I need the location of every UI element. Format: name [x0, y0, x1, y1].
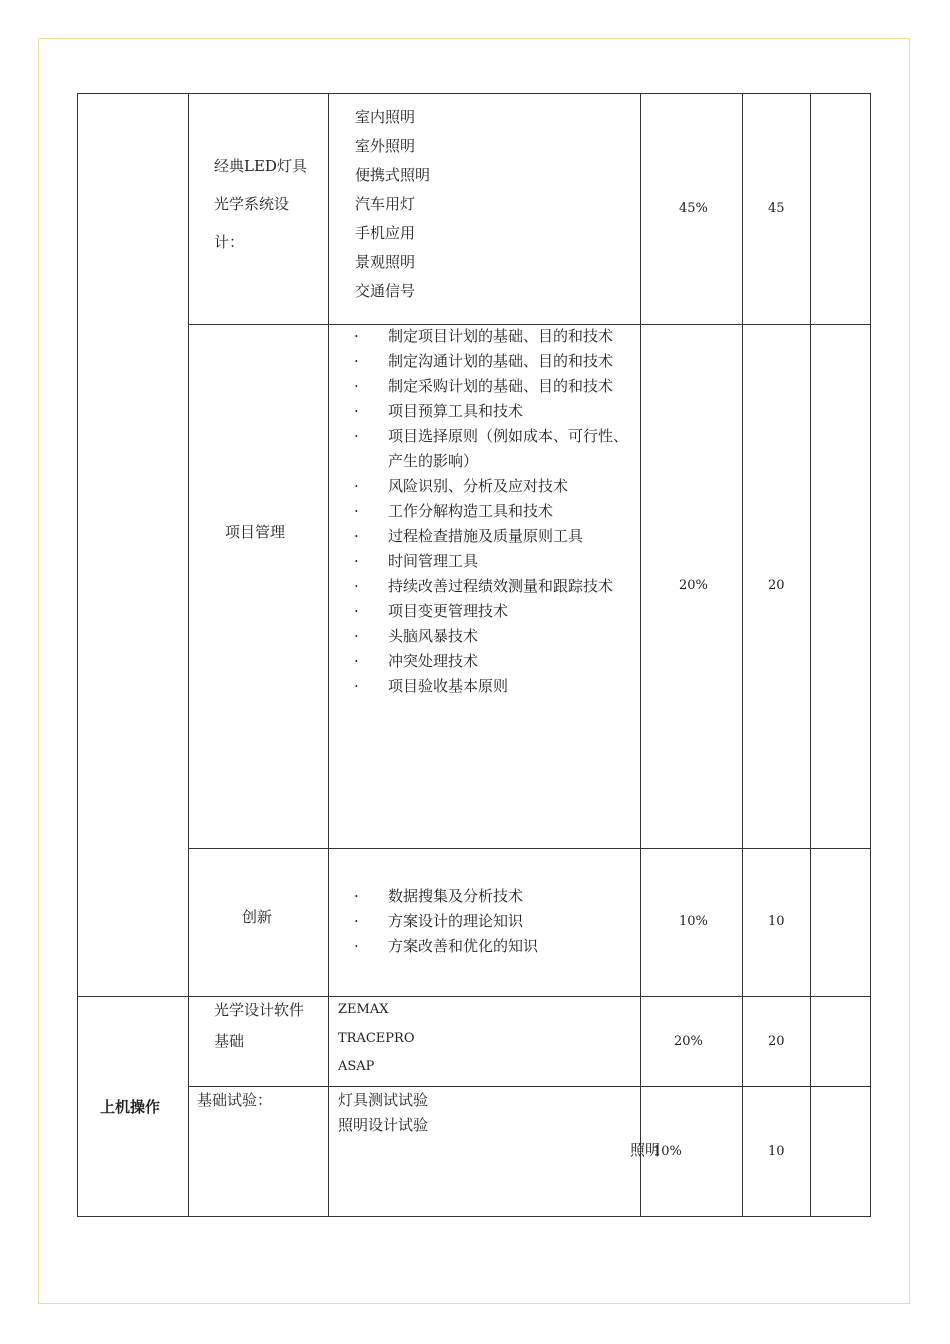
- list-item: · 工作分解构造工具和技术: [354, 499, 636, 524]
- list-item: · 制定项目计划的基础、目的和技术: [354, 324, 636, 349]
- topic-line: 基础: [214, 1032, 245, 1050]
- bullet-icon: ·: [354, 477, 359, 495]
- list-item: · 项目验收基本原则: [354, 674, 636, 699]
- score-cell: 45: [768, 201, 785, 216]
- list-item: · 数据搜集及分析技术: [354, 884, 636, 909]
- bullet-icon: ·: [354, 527, 359, 545]
- list-item: 室外照明: [355, 137, 416, 155]
- list-item: · 冲突处理技术: [354, 649, 636, 674]
- weight-cell: 20%: [674, 1034, 703, 1049]
- bullet-icon: ·: [354, 887, 359, 905]
- list-item: · 时间管理工具: [354, 549, 636, 574]
- bullet-icon: ·: [354, 937, 359, 955]
- content-list: [355, 103, 430, 306]
- list-item: 景观照明: [355, 253, 416, 271]
- score-cell: 20: [768, 578, 785, 593]
- list-item: · 项目预算工具和技术: [354, 399, 636, 424]
- list-item: · 项目选择原则（例如成本、可行性、产生的影响）: [354, 424, 636, 474]
- list-item: · 过程检查措施及质量原则工具: [354, 524, 636, 549]
- bullet-icon: ·: [354, 577, 359, 595]
- bullet-icon: ·: [354, 402, 359, 420]
- list-item: · 头脑风暴技术: [354, 624, 636, 649]
- category-label: 上机操作: [100, 1098, 161, 1116]
- list-item: 汽车用灯: [355, 195, 416, 213]
- bullet-icon: ·: [354, 552, 359, 570]
- bullet-icon: ·: [354, 652, 359, 670]
- content-list: [354, 324, 636, 699]
- list-item: · 制定沟通计划的基础、目的和技术: [354, 349, 636, 374]
- list-item: 室内照明: [355, 108, 416, 126]
- bullet-icon: ·: [354, 627, 359, 645]
- bullet-icon: ·: [354, 327, 359, 345]
- weight-cell: 20%: [679, 578, 708, 593]
- bullet-icon: ·: [354, 427, 359, 445]
- score-cell: 10: [768, 914, 785, 929]
- weight-cell: 10%: [653, 1144, 682, 1159]
- topic-line: 经典LED灯具: [214, 157, 307, 175]
- list-item: 交通信号: [355, 282, 416, 300]
- bullet-icon: ·: [354, 502, 359, 520]
- list-item: ZEMAX: [338, 1002, 389, 1017]
- content-list: [338, 1088, 428, 1138]
- topic-line: 基础试验：: [197, 1091, 273, 1109]
- weight-cell: 10%: [679, 914, 708, 929]
- list-item: 手机应用: [355, 224, 416, 242]
- content-list: [338, 996, 414, 1082]
- topic-line: 创新: [242, 908, 273, 926]
- list-item: · 风险识别、分析及应对技术: [354, 474, 636, 499]
- list-item: · 持续改善过程绩效测量和跟踪技术: [354, 574, 636, 599]
- bullet-icon: ·: [354, 377, 359, 395]
- content-list: [354, 884, 636, 959]
- topic-line: 光学系统设: [214, 195, 290, 213]
- list-item: 便携式照明: [355, 166, 431, 184]
- list-item: · 方案设计的理论知识: [354, 909, 636, 934]
- list-item: · 项目变更管理技术: [354, 599, 636, 624]
- list-item: TRACEPRO: [338, 1030, 415, 1046]
- list-item: · 制定采购计划的基础、目的和技术: [354, 374, 636, 399]
- list-item: ASAP: [338, 1059, 375, 1074]
- score-cell: 20: [768, 1034, 785, 1049]
- bullet-icon: ·: [354, 602, 359, 620]
- score-cell: 10: [768, 1144, 785, 1159]
- topic-line: 计：: [214, 233, 245, 251]
- list-item: 照明设计试验: [338, 1116, 429, 1134]
- weight-cell: 45%: [679, 201, 708, 216]
- topic-line: 项目管理: [225, 523, 286, 541]
- bullet-icon: ·: [354, 677, 359, 695]
- list-item: 灯具测试试验: [338, 1091, 429, 1109]
- topic-line: 光学设计软件: [214, 1001, 305, 1019]
- bullet-icon: ·: [354, 352, 359, 370]
- list-item: · 方案改善和优化的知识: [354, 934, 636, 959]
- overflow-text: 照明: [630, 1141, 661, 1159]
- bullet-icon: ·: [354, 912, 359, 930]
